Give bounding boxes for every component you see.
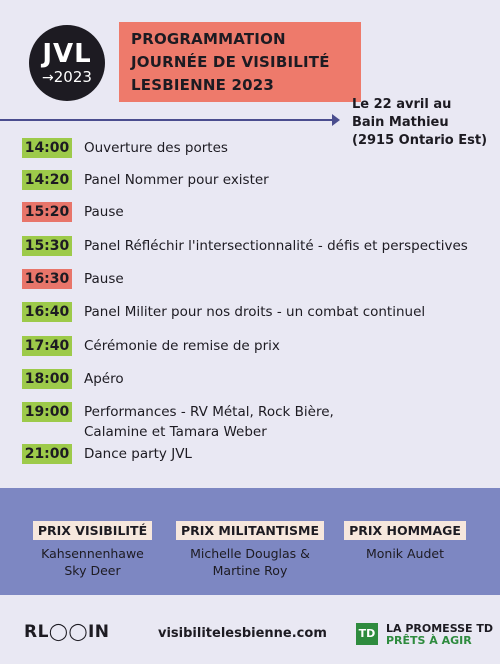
logo-text: JVL (42, 38, 92, 69)
event-label: Cérémonie de remise de prix (84, 338, 280, 354)
location-address: (2915 Ontario Est) (352, 133, 488, 148)
event-label-line-1: Performances - RV Métal, Rock Bière, (84, 404, 334, 420)
prize-recipient (30, 545, 155, 579)
prize-recipient (172, 545, 328, 579)
event-label: Dance party JVL (84, 446, 192, 462)
prize-recipient-line-1: Michelle Douglas & (190, 546, 310, 561)
location-venue: Bain Mathieu (352, 115, 449, 130)
td-logo-icon: TD (356, 623, 378, 645)
schedule-row (22, 269, 124, 291)
prize-label: PRIX VISIBILITÉ (33, 521, 152, 540)
schedule-row (22, 444, 192, 466)
prize-recipient-line-2: Sky Deer (64, 563, 121, 578)
prize-label: PRIX MILITANTISME (176, 521, 324, 540)
prize-recipient-line-2: Martine Roy (212, 563, 288, 578)
prize-label: PRIX HOMMAGE (344, 521, 466, 540)
schedule-row (22, 402, 334, 442)
event-label: Pause (84, 204, 124, 220)
time-badge: 18:00 (22, 369, 72, 389)
event-label: Panel Réfléchir l'intersectionnalité - défis et perspectives (84, 238, 468, 254)
event-location (352, 96, 492, 150)
event-label: Apéro (84, 371, 124, 387)
prize-recipient-line-1: Monik Audet (365, 546, 445, 561)
td-line-1: LA PROMESSE TD (386, 622, 494, 635)
arrow-right-icon: → (42, 69, 54, 86)
time-badge: 16:30 (22, 269, 72, 289)
prize-hommage (340, 520, 470, 562)
td-line-2: PRÊTS À AGIR (386, 634, 472, 647)
logo-year (42, 69, 92, 86)
title-line-2: JOURNÉE DE VISIBILITÉ (131, 53, 330, 71)
schedule-row (22, 202, 124, 224)
header-rule (0, 119, 336, 121)
jvl-logo (29, 25, 105, 101)
time-badge: 14:20 (22, 170, 72, 190)
title-box (119, 22, 361, 102)
time-badge: 16:40 (22, 302, 72, 322)
event-label (84, 402, 334, 442)
website-link[interactable]: visibilitelesbienne.com (158, 626, 327, 641)
schedule-row (22, 138, 228, 160)
event-label: Ouverture des portes (84, 140, 228, 156)
prize-recipient (340, 545, 470, 562)
schedule-row (22, 336, 280, 358)
event-label: Pause (84, 271, 124, 287)
logo-year-text: 2023 (53, 67, 92, 86)
schedule-row (22, 170, 269, 192)
title-line-1: PROGRAMMATION (131, 30, 286, 48)
time-badge: 15:30 (22, 236, 72, 256)
time-badge: 17:40 (22, 336, 72, 356)
rloin-logo: RL◯◯IN (24, 622, 110, 642)
time-badge: 15:20 (22, 202, 72, 222)
schedule-row (22, 369, 124, 391)
rule-arrow-icon (332, 114, 340, 126)
event-label: Panel Militer pour nos droits - un combat continuel (84, 304, 426, 320)
time-badge: 21:00 (22, 444, 72, 464)
location-date: Le 22 avril au (352, 97, 452, 112)
time-badge: 19:00 (22, 402, 72, 422)
event-label: Panel Nommer pour exister (84, 172, 269, 188)
prize-recipient-line-1: Kahsennenhawe (41, 546, 144, 561)
event-label-line-2: Calamine et Tamara Weber (84, 424, 267, 440)
td-sponsor (386, 623, 493, 647)
schedule-row (22, 302, 425, 324)
time-badge: 14:00 (22, 138, 72, 158)
title-line-3: LESBIENNE 2023 (131, 76, 274, 94)
prize-militantisme (172, 520, 328, 579)
schedule-row (22, 236, 468, 258)
prize-visibilite (30, 520, 155, 579)
